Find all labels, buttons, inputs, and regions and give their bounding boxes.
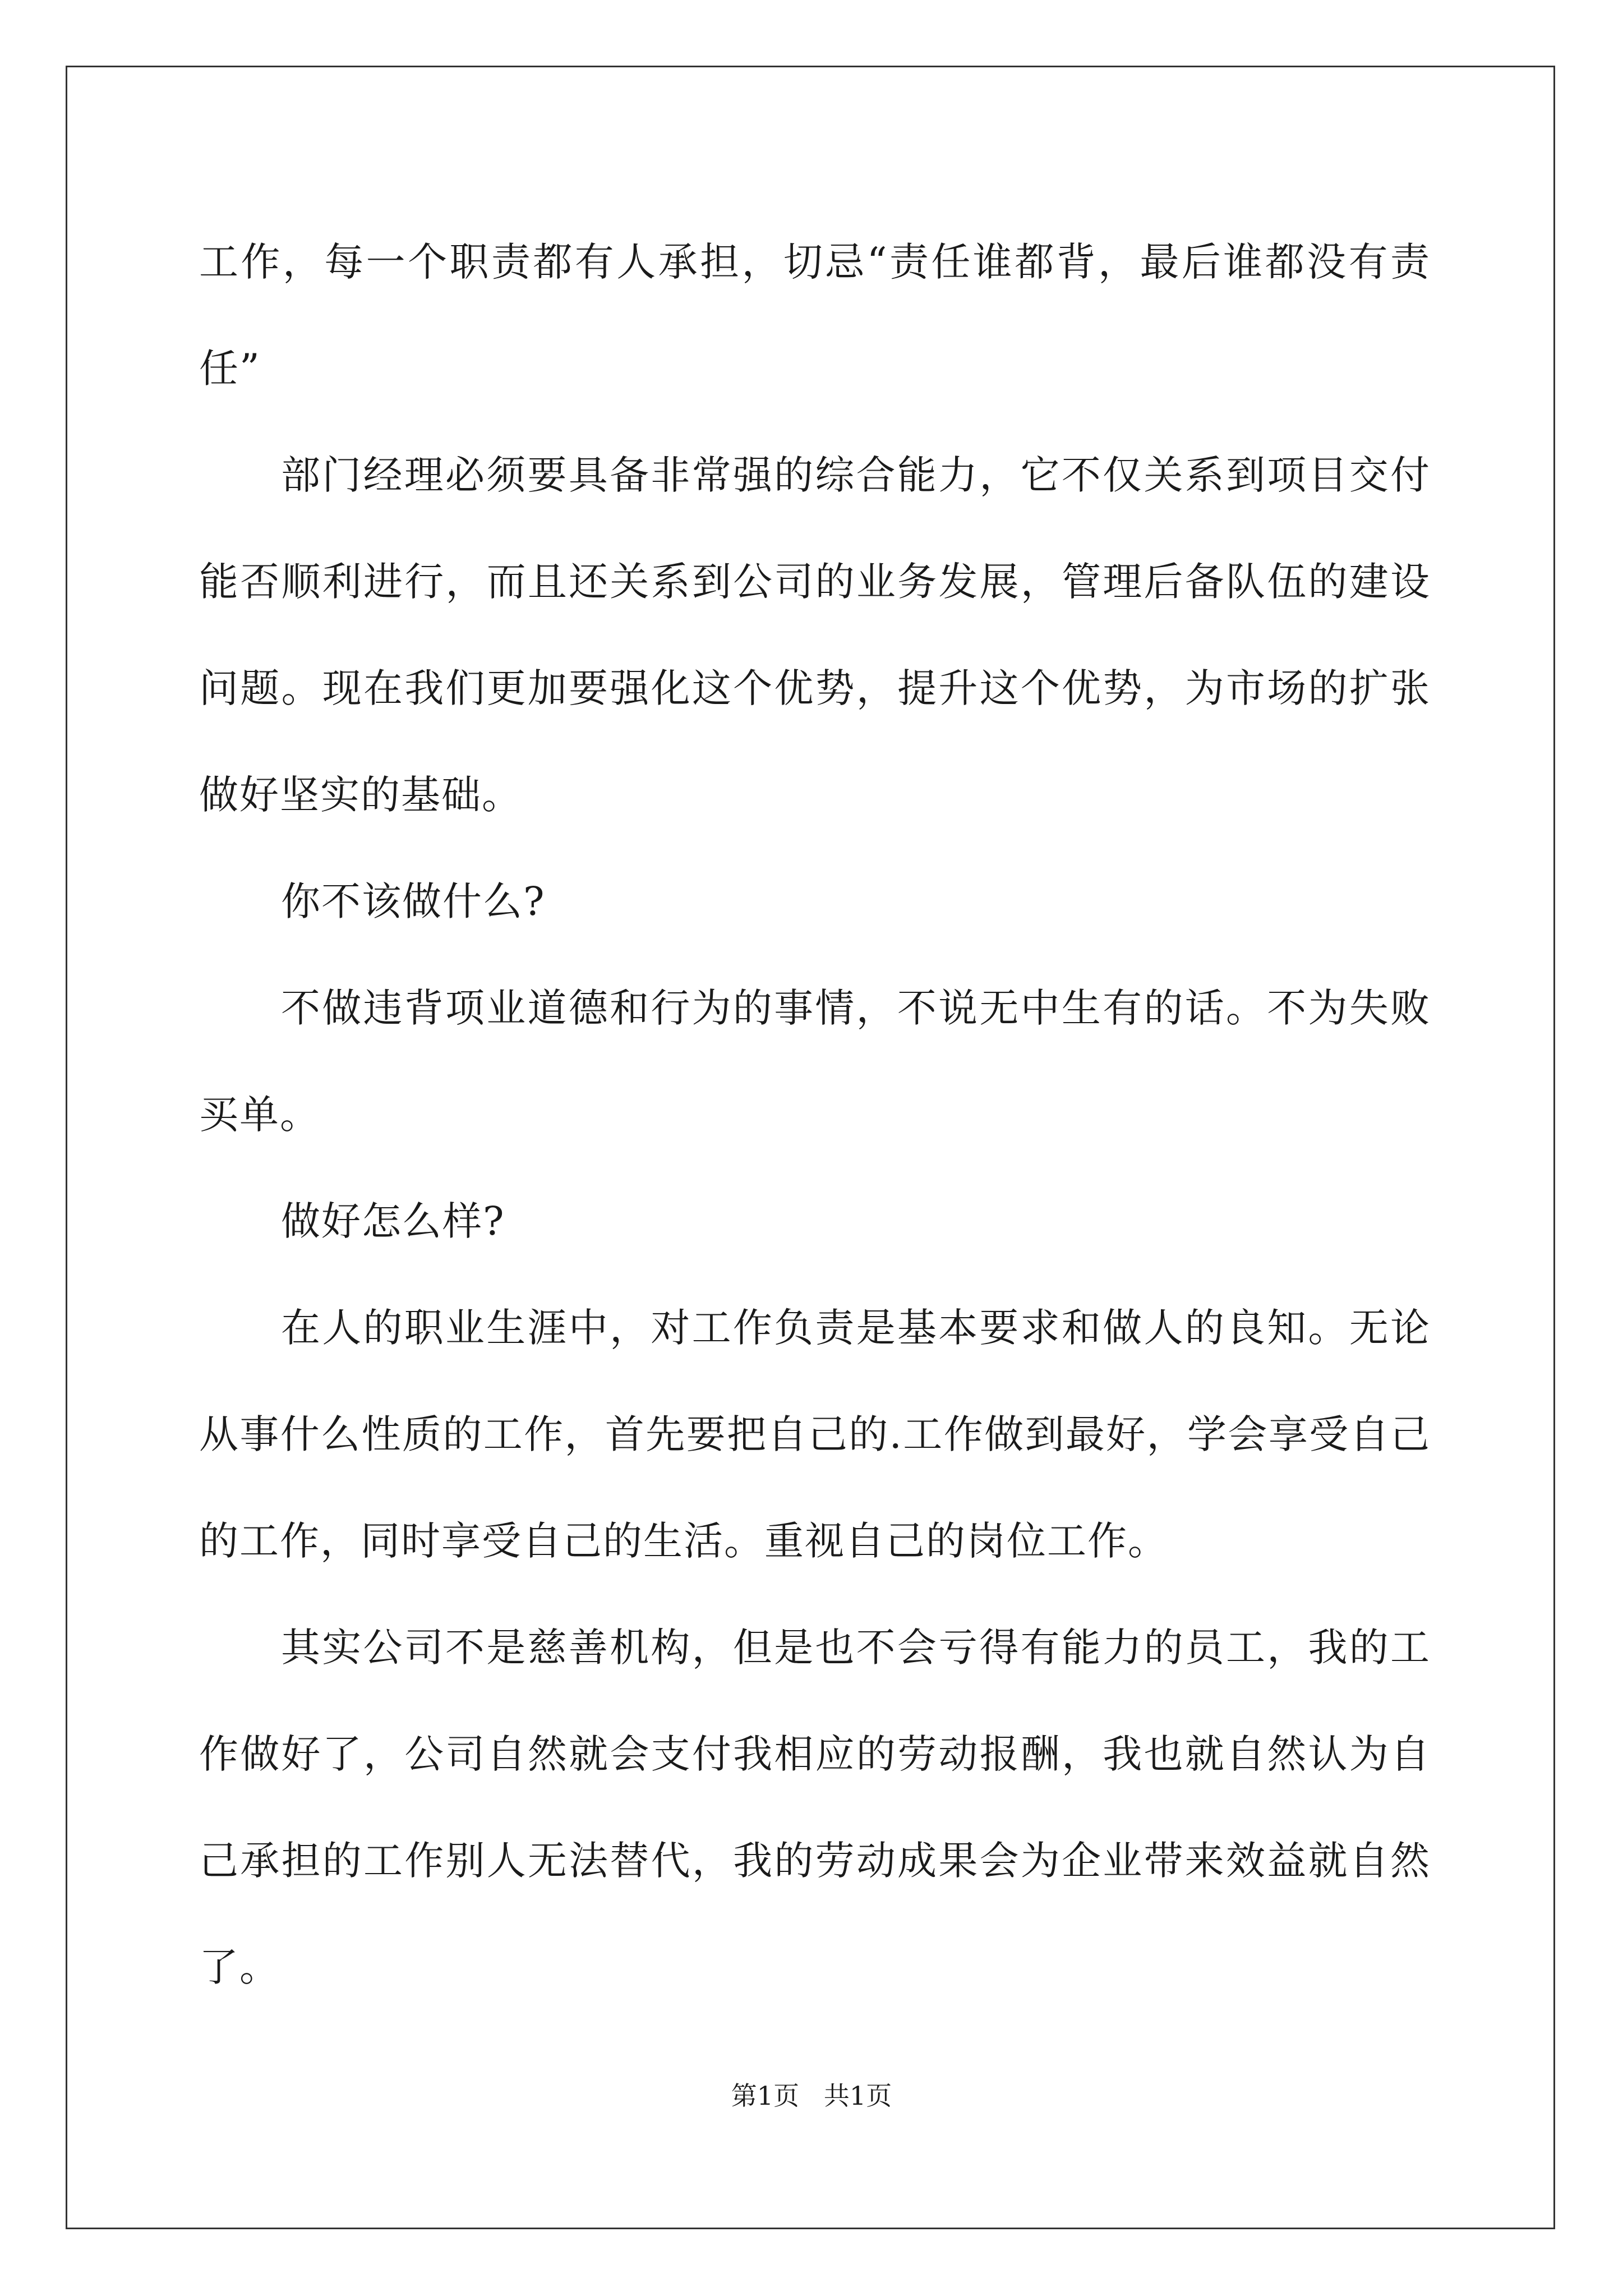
page-number-footer: 第1页 共1页: [731, 2081, 892, 2111]
paragraph-1: 工作，每一个职责都有人承担，切忌“责任谁都背，最后谁都没有责任”: [199, 239, 1431, 392]
paragraph-2: 部门经理必须要具备非常强的综合能力，它不仅关系到项目交付能否顺利进行，而且还关系到公司的业务发展，管理后备队伍的建设问题。现在我们更加要强化这个优势，提升这个优势，为市场的扩张做好坚实的基础。: [199, 452, 1431, 818]
paragraph-7: 其实公司不是慈善机构，但是也不会亏得有能力的员工，我的工作做好了，公司自然就会支付我相应的劳动报酬，我也就自然认为自己承担的工作别人无法替代，我的劳动成果会为企业带来效益就自然了。: [199, 1625, 1431, 1990]
paragraph-4: 不做违背项业道德和行为的事情，不说无中生有的话。不为失败买单。: [199, 985, 1431, 1138]
paragraph-6: 在人的职业生涯中，对工作负责是基本要求和做人的良知。无论从事什么性质的工作，首先要把自己的.工作做到最好，学会享受自己的工作，同时享受自己的生活。重视自己的岗位工作。: [199, 1305, 1431, 1564]
document-body: [199, 209, 1431, 2021]
paragraph-5-heading: 做好怎么样?: [281, 1198, 505, 1244]
paragraph-3-heading: 你不该做什么?: [281, 878, 546, 924]
